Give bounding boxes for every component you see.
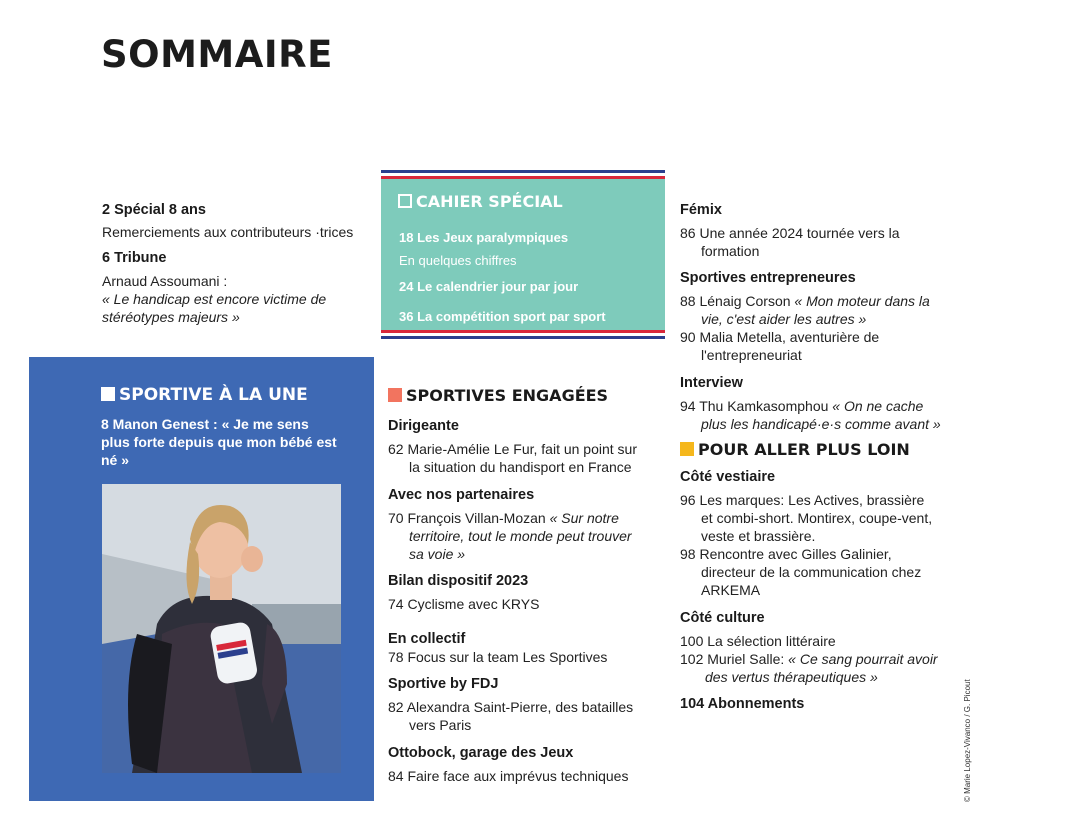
entry-text: et combi-short. Montirex, coupe-vent, bbox=[701, 510, 933, 526]
entry-title[interactable]: 2 Spécial 8 ans bbox=[102, 202, 206, 218]
entry-text: ARKEMA bbox=[701, 582, 761, 598]
entry-quote: vie, c'est aider les autres » bbox=[701, 311, 867, 327]
square-icon bbox=[680, 442, 694, 456]
cahier-item[interactable]: 18 Les Jeux paralympiques bbox=[399, 230, 569, 245]
contents-column-1 bbox=[102, 201, 377, 326]
entry-text[interactable]: 100 La sélection littéraire bbox=[680, 633, 836, 649]
subsection-title: Bilan dispositif 2023 bbox=[388, 573, 529, 589]
entry-quote: sa voie » bbox=[409, 546, 466, 562]
entry-text: formation bbox=[701, 243, 760, 259]
entry-text[interactable]: 102 Muriel Salle: « Ce sang pourrait avoir bbox=[680, 651, 938, 667]
subsection-title: Sportives entrepreneures bbox=[680, 270, 856, 286]
entry-text: Arnaud Assoumani : bbox=[102, 273, 228, 289]
cahier-item[interactable]: 24 Le calendrier jour par jour bbox=[399, 279, 579, 294]
flag-stripe-blue bbox=[381, 336, 665, 339]
section-heading-plus-loin: POUR ALLER PLUS LOIN bbox=[680, 440, 965, 460]
athlete-photo bbox=[102, 484, 341, 773]
entry-text[interactable]: 70 François Villan-Mozan « Sur notre bbox=[388, 510, 619, 526]
entry-quote: des vertus thérapeutiques » bbox=[705, 669, 878, 685]
une-entry[interactable]: 8 Manon Genest : « Je me sens plus forte depuis que mon bébé est né » bbox=[101, 416, 337, 468]
entry-text[interactable]: 86 Une année 2024 tournée vers la bbox=[680, 225, 900, 241]
entry-text[interactable]: 88 Lénaig Corson « Mon moteur dans la bbox=[680, 293, 930, 309]
entry-text: l'entrepreneuriat bbox=[701, 347, 802, 363]
entry-title[interactable]: 104 Abonnements bbox=[680, 696, 805, 712]
square-outline-icon bbox=[398, 194, 412, 208]
entry-text: directeur de la communication chez bbox=[701, 564, 922, 580]
section-heading-engagees: SPORTIVES ENGAGÉES bbox=[388, 386, 663, 406]
entry-text[interactable]: 90 Malia Metella, aventurière de bbox=[680, 329, 880, 345]
subsection-title: Côté vestiaire bbox=[680, 469, 776, 485]
subsection-title: Sportive by FDJ bbox=[388, 676, 499, 692]
contents-column-3 bbox=[680, 201, 965, 713]
une-heading: SPORTIVE À LA UNE bbox=[101, 385, 308, 405]
entry-text[interactable]: 78 Focus sur la team Les Sportives bbox=[388, 649, 608, 665]
entry-quote: territoire, tout le monde peut trouver bbox=[409, 528, 632, 544]
subsection-title: Ottobock, garage des Jeux bbox=[388, 745, 574, 761]
entry-title[interactable]: 6 Tribune bbox=[102, 250, 167, 266]
photo-credit: © Marie Lopez-Vivanco / G. Picout bbox=[963, 679, 972, 802]
entry-text: Remerciements aux contributeurs ·trices bbox=[102, 224, 354, 240]
subsection-title: Côté culture bbox=[680, 610, 765, 626]
entry-text[interactable]: 96 Les marques: Les Actives, brassière bbox=[680, 492, 925, 508]
contents-column-2 bbox=[388, 386, 663, 785]
subsection-title: Interview bbox=[680, 375, 743, 391]
entry-quote: « Le handicap est encore victime de bbox=[102, 291, 327, 307]
entry-text[interactable]: 84 Faire face aux imprévus techniques bbox=[388, 768, 629, 784]
cahier-body bbox=[381, 179, 665, 330]
square-icon bbox=[101, 387, 115, 401]
subsection-title: Avec nos partenaires bbox=[388, 487, 535, 503]
cahier-special-box bbox=[381, 170, 665, 357]
entry-quote: stéréotypes majeurs » bbox=[102, 309, 240, 325]
entry-text[interactable]: 98 Rencontre avec Gilles Galinier, bbox=[680, 546, 892, 562]
sportive-a-la-une-box bbox=[29, 357, 374, 801]
subsection-title: En collectif bbox=[388, 631, 466, 647]
subsection-title: Fémix bbox=[680, 202, 722, 218]
athlete-illustration bbox=[102, 484, 341, 773]
entry-text[interactable]: 94 Thu Kamkasomphou « On ne cache bbox=[680, 398, 924, 414]
cahier-item-sub: En quelques chiffres bbox=[399, 253, 517, 268]
entry-text: la situation du handisport en France bbox=[409, 459, 632, 475]
entry-text[interactable]: 62 Marie-Amélie Le Fur, fait un point sur bbox=[388, 441, 638, 457]
entry-text: vers Paris bbox=[409, 717, 472, 733]
entry-quote: plus les handicapé·e·s comme avant » bbox=[701, 416, 941, 432]
page-title: SOMMAIRE bbox=[101, 33, 333, 76]
entry-text[interactable]: 74 Cyclisme avec KRYS bbox=[388, 596, 540, 612]
entry-text[interactable]: 82 Alexandra Saint-Pierre, des batailles bbox=[388, 699, 634, 715]
cahier-heading: CAHIER SPÉCIAL bbox=[398, 192, 563, 211]
cahier-item[interactable]: 36 La compétition sport par sport bbox=[399, 309, 606, 324]
subsection-title: Dirigeante bbox=[388, 418, 459, 434]
square-icon bbox=[388, 388, 402, 402]
entry-text: veste et brassière. bbox=[701, 528, 816, 544]
